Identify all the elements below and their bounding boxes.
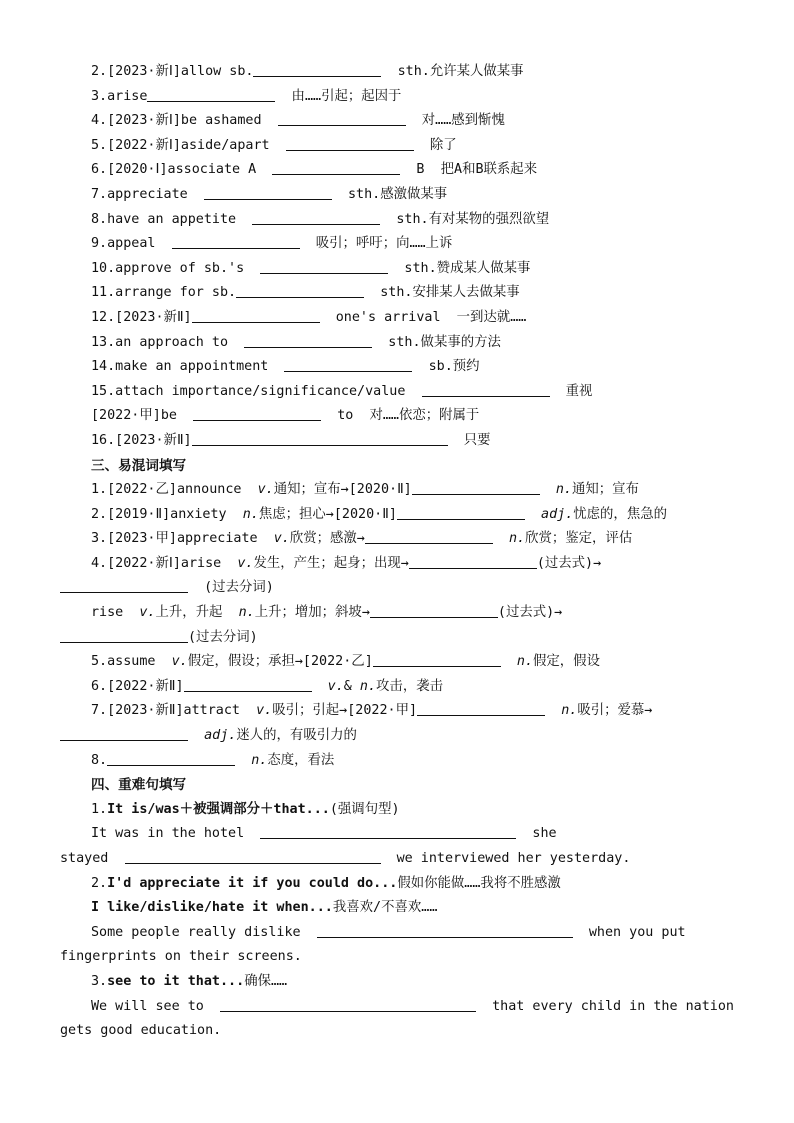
answer-blank[interactable] bbox=[147, 86, 275, 102]
answer-blank[interactable] bbox=[192, 307, 320, 323]
line-text: 迷人的，有吸引力的 bbox=[236, 728, 357, 744]
line-text: she bbox=[516, 826, 557, 842]
line-text: rise bbox=[91, 605, 140, 621]
line-text: 通知；宣布→[2020·Ⅱ] bbox=[273, 482, 412, 498]
answer-blank[interactable] bbox=[373, 651, 501, 667]
worksheet-line bbox=[0, 380, 794, 405]
answer-blank[interactable] bbox=[60, 627, 188, 643]
line-text: 四、重难句填写 bbox=[91, 777, 187, 794]
line-text: 除了 bbox=[413, 137, 457, 153]
line-text: fingerprints on their screens. bbox=[60, 949, 302, 965]
answer-blank[interactable] bbox=[193, 405, 321, 421]
part-of-speech: v. bbox=[256, 703, 273, 719]
line-text: 16.[2023·新Ⅱ] bbox=[91, 432, 192, 448]
sentence-pattern: I like/dislike/hate it when... bbox=[91, 900, 333, 916]
worksheet-line bbox=[0, 85, 794, 110]
worksheet-line bbox=[0, 552, 794, 577]
line-text: we interviewed her yesterday. bbox=[380, 851, 631, 866]
line-text: 3.arise bbox=[91, 88, 148, 104]
answer-blank[interactable] bbox=[397, 504, 525, 520]
answer-blank[interactable] bbox=[409, 553, 537, 569]
line-text: & bbox=[343, 678, 360, 694]
worksheet-line bbox=[0, 503, 794, 528]
answer-blank[interactable] bbox=[260, 823, 516, 839]
worksheet-line bbox=[0, 822, 794, 847]
answer-blank[interactable] bbox=[244, 332, 372, 348]
line-text bbox=[235, 753, 251, 768]
line-text: 2.[2023·新Ⅰ]allow sb. bbox=[91, 64, 254, 79]
part-of-speech: v. bbox=[139, 605, 156, 621]
worksheet-line bbox=[0, 527, 794, 552]
answer-blank[interactable] bbox=[365, 528, 493, 544]
part-of-speech: v. bbox=[257, 482, 274, 498]
line-text: 对……感到惭愧 bbox=[405, 113, 505, 129]
line-text: sb.预约 bbox=[412, 359, 480, 375]
worksheet-line bbox=[0, 749, 794, 774]
line-text: 上升，升起 bbox=[155, 605, 239, 621]
worksheet-line bbox=[0, 232, 794, 257]
line-text bbox=[545, 703, 561, 718]
answer-blank[interactable] bbox=[272, 159, 400, 175]
answer-blank[interactable] bbox=[220, 996, 476, 1012]
line-text: 忧虑的，焦急的 bbox=[573, 506, 667, 522]
part-of-speech: adj. bbox=[541, 506, 574, 522]
line-text: 假如你能做……我将不胜感激 bbox=[397, 875, 561, 891]
line-text: 只要 bbox=[447, 432, 491, 448]
worksheet-line bbox=[0, 650, 794, 675]
answer-blank[interactable] bbox=[284, 356, 412, 372]
worksheet-line bbox=[0, 576, 794, 601]
line-text: 欣赏；鉴定，评估 bbox=[525, 531, 633, 547]
line-text bbox=[525, 507, 541, 522]
line-text: Some people really dislike bbox=[91, 924, 317, 940]
line-text: 5.assume bbox=[91, 654, 172, 670]
worksheet-line bbox=[0, 626, 794, 651]
worksheet-line bbox=[0, 921, 794, 946]
section-heading bbox=[0, 454, 794, 479]
line-text: stayed bbox=[60, 851, 125, 866]
section-heading bbox=[0, 773, 794, 798]
worksheet-line bbox=[0, 798, 794, 823]
answer-blank[interactable] bbox=[236, 282, 364, 298]
line-text: 欣赏；感激→ bbox=[289, 531, 365, 547]
line-text: [2022·甲]be bbox=[91, 408, 194, 424]
answer-blank[interactable] bbox=[370, 602, 498, 618]
line-text bbox=[493, 531, 509, 546]
answer-blank[interactable] bbox=[417, 700, 545, 716]
line-text: 确保…… bbox=[244, 973, 288, 989]
part-of-speech: n. bbox=[561, 703, 578, 719]
part-of-speech: v. bbox=[327, 678, 344, 694]
line-text: sth.感激做某事 bbox=[331, 186, 448, 202]
part-of-speech: n. bbox=[508, 531, 526, 547]
part-of-speech: n. bbox=[516, 654, 534, 670]
line-text: sth.赞成某人做某事 bbox=[388, 260, 531, 276]
line-text: B 把A和B联系起来 bbox=[400, 162, 538, 178]
line-text: 6.[2022·新Ⅱ] bbox=[91, 678, 184, 694]
worksheet-line bbox=[0, 478, 794, 503]
line-text: 12.[2023·新Ⅱ] bbox=[91, 309, 192, 325]
sentence-pattern: I'd appreciate it if you could do... bbox=[107, 875, 398, 891]
line-text: gets good education. bbox=[60, 1023, 222, 1039]
worksheet-line bbox=[0, 896, 794, 921]
line-text: 8.have an appetite bbox=[91, 211, 253, 227]
part-of-speech: n. bbox=[238, 605, 255, 621]
line-text: 10.approve of sb.'s bbox=[91, 260, 261, 276]
line-text: 吸引；爱慕→ bbox=[577, 703, 653, 719]
line-text bbox=[540, 482, 556, 497]
worksheet-line bbox=[0, 675, 794, 700]
line-text bbox=[501, 654, 517, 669]
line-text: when you put bbox=[572, 924, 686, 940]
worksheet-line bbox=[0, 60, 794, 85]
line-text: 6.[2020·Ⅰ]associate A bbox=[91, 162, 273, 178]
line-text: 14.make an appointment bbox=[91, 359, 285, 375]
line-text: 8. bbox=[91, 752, 108, 768]
answer-blank[interactable] bbox=[260, 258, 388, 274]
worksheet-line bbox=[0, 134, 794, 159]
part-of-speech: v. bbox=[237, 555, 254, 571]
line-text: 上升；增加；斜坡→ bbox=[254, 605, 370, 621]
sentence-pattern: It is/was＋被强调部分＋that... bbox=[107, 801, 330, 817]
line-text: (过去分词) bbox=[188, 629, 258, 645]
part-of-speech: n. bbox=[359, 678, 377, 694]
worksheet-line bbox=[0, 847, 794, 872]
answer-blank[interactable] bbox=[317, 922, 573, 938]
line-text: 4.[2022·新Ⅰ]arise bbox=[91, 555, 238, 571]
line-text: It was in the hotel bbox=[91, 826, 261, 842]
sentence-pattern: see to it that... bbox=[107, 973, 245, 989]
answer-blank[interactable] bbox=[252, 209, 380, 225]
worksheet-line bbox=[0, 355, 794, 380]
line-text: sth.做某事的方法 bbox=[372, 334, 501, 350]
line-text: (过去式)→ bbox=[497, 605, 563, 621]
worksheet-page bbox=[0, 60, 794, 1044]
line-text: 吸引；引起→[2022·甲] bbox=[272, 703, 418, 719]
line-text: 由……引起；起因于 bbox=[275, 88, 402, 104]
line-text: 3.[2023·甲]appreciate bbox=[91, 531, 274, 547]
line-text: 15.attach importance/significance/value bbox=[91, 383, 422, 399]
answer-blank[interactable] bbox=[204, 184, 332, 200]
worksheet-line bbox=[0, 404, 794, 429]
line-text: sth.安排某人去做某事 bbox=[364, 285, 520, 301]
line-text: 3. bbox=[91, 973, 108, 989]
worksheet-line bbox=[0, 970, 794, 995]
line-text: 2.[2019·Ⅱ]anxiety bbox=[91, 506, 243, 522]
worksheet-line bbox=[0, 995, 794, 1020]
line-text: 态度，看法 bbox=[267, 752, 335, 768]
worksheet-line bbox=[0, 281, 794, 306]
worksheet-line bbox=[0, 306, 794, 331]
line-text: 13.an approach to bbox=[91, 334, 245, 350]
answer-blank[interactable] bbox=[125, 848, 381, 864]
worksheet-line bbox=[0, 945, 794, 970]
answer-blank[interactable] bbox=[60, 725, 188, 741]
worksheet-line bbox=[0, 724, 794, 749]
answer-blank[interactable] bbox=[422, 381, 550, 397]
worksheet-line bbox=[0, 601, 794, 626]
worksheet-line bbox=[0, 699, 794, 724]
line-text: 1.[2022·乙]announce bbox=[91, 482, 258, 498]
worksheet-line bbox=[0, 109, 794, 134]
line-text: (过去分词) bbox=[188, 580, 274, 596]
line-text: (强调句型) bbox=[329, 801, 400, 817]
part-of-speech: n. bbox=[251, 752, 268, 768]
line-text: 我喜欢/不喜欢…… bbox=[332, 900, 438, 916]
line-text bbox=[312, 679, 328, 694]
line-text: 假定，假设 bbox=[533, 654, 600, 670]
part-of-speech: v. bbox=[273, 531, 290, 547]
answer-blank[interactable] bbox=[253, 61, 381, 77]
line-text: to 对……依恋；附属于 bbox=[321, 408, 480, 424]
worksheet-line bbox=[0, 1019, 794, 1044]
line-text: that every child in the nation bbox=[476, 998, 734, 1014]
line-text: 2. bbox=[91, 875, 108, 891]
worksheet-line bbox=[0, 872, 794, 897]
answer-blank[interactable] bbox=[60, 577, 188, 593]
answer-blank[interactable] bbox=[286, 135, 414, 151]
answer-blank[interactable] bbox=[184, 676, 312, 692]
part-of-speech: v. bbox=[171, 654, 188, 670]
line-text: 发生，产生；起身；出现→ bbox=[253, 555, 409, 571]
line-text: (过去式)→ bbox=[536, 555, 602, 571]
line-text: 吸引；呼吁；向……上诉 bbox=[299, 236, 453, 252]
line-text: 通知；宣布 bbox=[572, 482, 639, 498]
part-of-speech: n. bbox=[555, 482, 572, 498]
worksheet-line bbox=[0, 183, 794, 208]
line-text: 重视 bbox=[549, 383, 593, 399]
line-text: 1. bbox=[91, 801, 108, 817]
part-of-speech: n. bbox=[242, 506, 259, 522]
worksheet-line bbox=[0, 257, 794, 282]
line-text: 攻击，袭击 bbox=[376, 678, 443, 694]
line-text: 7.[2023·新Ⅱ]attract bbox=[91, 703, 257, 719]
line-text: sth.允许某人做某事 bbox=[381, 64, 524, 79]
worksheet-line bbox=[0, 331, 794, 356]
worksheet-line bbox=[0, 429, 794, 454]
line-text bbox=[188, 728, 204, 743]
line-text: 假定，假设；承担→[2022·乙] bbox=[187, 654, 373, 670]
line-text: 7.appreciate bbox=[91, 186, 204, 202]
line-text: We will see to bbox=[91, 998, 220, 1014]
answer-blank[interactable] bbox=[107, 750, 235, 766]
worksheet-line bbox=[0, 158, 794, 183]
line-text: one's arrival 一到达就…… bbox=[319, 309, 527, 325]
answer-blank[interactable] bbox=[192, 430, 448, 446]
line-text: 焦虑；担心→[2020·Ⅱ] bbox=[258, 506, 397, 522]
line-text: 4.[2023·新Ⅰ]be ashamed bbox=[91, 113, 278, 129]
line-text: sth.有对某物的强烈欲望 bbox=[380, 211, 550, 227]
worksheet-line bbox=[0, 208, 794, 233]
answer-blank[interactable] bbox=[172, 233, 300, 249]
line-text: 11.arrange for sb. bbox=[91, 285, 237, 301]
answer-blank[interactable] bbox=[412, 479, 540, 495]
line-text: 三、易混词填写 bbox=[91, 457, 187, 474]
line-text: 9.appeal bbox=[91, 236, 172, 252]
answer-blank[interactable] bbox=[278, 110, 406, 126]
part-of-speech: adj. bbox=[204, 728, 237, 744]
line-text: 5.[2022·新Ⅰ]aside/apart bbox=[91, 137, 286, 153]
